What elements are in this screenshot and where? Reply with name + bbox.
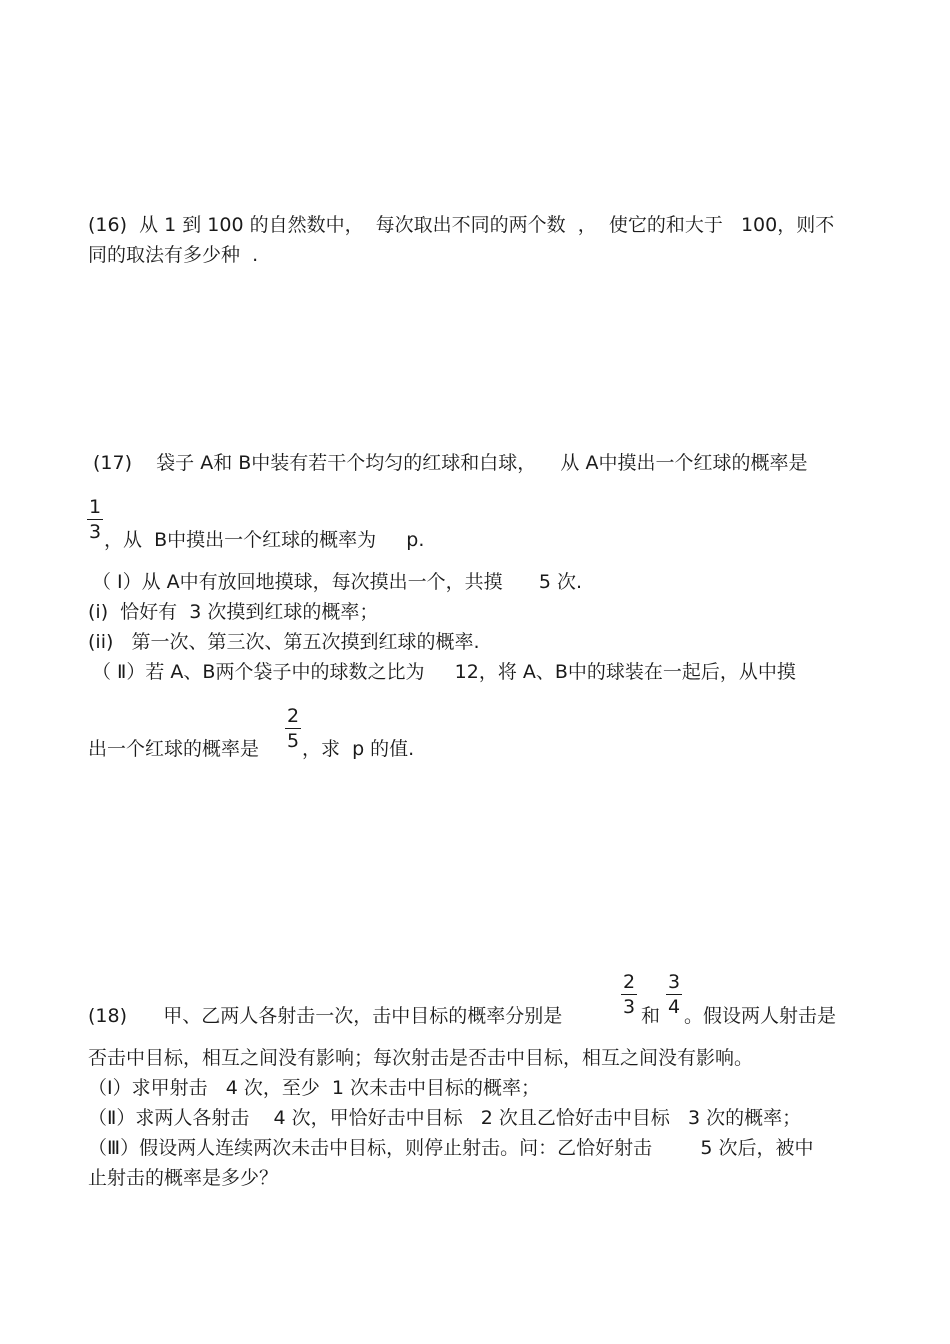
q18-line-1b: 。假设两人射击是 xyxy=(684,1005,837,1027)
q18-fraction-2-denominator: 4 xyxy=(667,996,681,1018)
q17-fraction-2-denominator: 5 xyxy=(286,730,300,752)
q18-fraction-2-numerator: 3 xyxy=(667,971,681,993)
q18-line-4: （Ⅱ）求两人各射击 4 次，甲恰好击中目标 2 次且乙恰好击中目标 3 次的概率； xyxy=(88,1107,802,1129)
q17-line-1: (17) 袋子 A和 B中装有若干个均匀的红球和白球， 从 A中摸出一个红球的概率是 xyxy=(93,452,808,474)
q17-fraction-2-numerator: 2 xyxy=(286,705,300,727)
q18-line-2: 否击中目标，相互之间没有影响；每次射击是否击中目标，相互之间没有影响。 xyxy=(88,1047,754,1069)
q17-line-6: （ Ⅱ）若 A、B两个袋子中的球数之比为 12，将 A、B中的球装在一起后，从中摸 xyxy=(92,661,796,683)
q18-line-1a: (18) 甲、乙两人各射击一次，击中目标的概率分别是 xyxy=(88,1005,563,1027)
q17-fraction-2 xyxy=(285,705,301,752)
q18-and-text: 和 xyxy=(641,1005,661,1027)
q18-line-5: （Ⅲ）假设两人连续两次未击中目标，则停止射击。问：乙恰好射击 5 次后，被中 xyxy=(88,1137,814,1159)
q18-fraction-1 xyxy=(621,971,637,1018)
q18-fraction-1-numerator: 2 xyxy=(622,971,636,993)
q18-fraction-1-denominator: 3 xyxy=(622,996,636,1018)
q17-line-3: （ Ⅰ）从 A中有放回地摸球，每次摸出一个，共摸 5 次. xyxy=(92,571,583,593)
q17-line-4: (i) 恰好有 3 次摸到红球的概率； xyxy=(88,601,379,623)
q16-line-2: 同的取法有多少种 . xyxy=(88,244,259,266)
q17-fraction-1-denominator: 3 xyxy=(88,521,102,543)
q16-line-1: (16) 从 1 到 100 的自然数中， 每次取出不同的两个数 ， 使它的和大于 100，则不 xyxy=(88,214,835,236)
q17-line-7b: ，求 p 的值. xyxy=(302,738,415,760)
q17-line-2: ，从 B中摸出一个红球的概率为 p. xyxy=(104,529,425,551)
q17-line-5: (ii) 第一次、第三次、第五次摸到红球的概率. xyxy=(88,631,480,653)
q17-fraction-1-numerator: 1 xyxy=(88,496,102,518)
q17-line-7a: 出一个红球的概率是 xyxy=(88,738,260,760)
q18-fraction-2 xyxy=(666,971,682,1018)
q18-line-3: （Ⅰ）求甲射击 4 次，至少 1 次未击中目标的概率； xyxy=(88,1077,541,1099)
q18-line-6: 止射击的概率是多少？ xyxy=(88,1167,279,1189)
q17-fraction-1 xyxy=(87,496,103,543)
